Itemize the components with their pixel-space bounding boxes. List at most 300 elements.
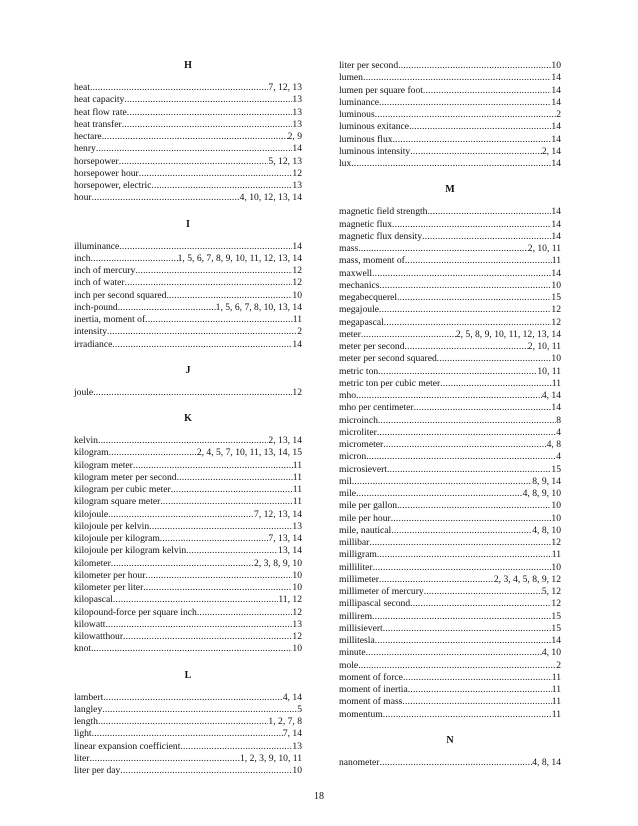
page-references: 11 [292,471,302,483]
index-entry [339,598,561,610]
index-term: illuminance [74,240,120,252]
dot-leader [427,206,551,218]
page-references: 1, 5, 6, 7, 8, 10, 13, 14 [215,301,302,313]
index-entry [339,60,561,72]
page-references: 14 [551,96,561,108]
index-entry [74,619,302,631]
index-section [339,735,561,769]
page-references: 14 [551,267,561,279]
dot-leader [93,387,292,399]
dot-leader [377,549,552,561]
index-term: langley [74,703,103,715]
dot-leader [105,619,292,631]
index-term: mile per hour [339,512,391,524]
page-references: 7, 12, 13, 14 [254,508,302,520]
page-references: 12 [292,265,302,276]
index-entry [339,500,561,512]
page-references: 12 [292,606,302,618]
page-references: 4, 10 [541,647,561,659]
index-entry [339,268,561,280]
index-term: inch-pound [74,301,118,313]
page-references: 10 [551,561,561,573]
index-term: kelvin [74,435,98,446]
dot-leader [92,192,240,204]
dot-leader [377,427,556,439]
index-entry [74,180,302,192]
index-entry [74,82,302,94]
index-term: kilogram per cubic meter [74,484,171,495]
index-entry [339,219,561,231]
dot-leader [160,533,269,545]
dot-leader [139,168,293,180]
dot-leader [90,82,268,94]
page-references: 7, 12, 13 [268,82,302,93]
index-term: horsepower, electric [74,180,152,191]
dot-leader [127,107,293,119]
page-references: 2 [297,326,302,338]
dot-leader [143,582,292,594]
index-term: millimeter of mercury [339,586,424,597]
index-term: inch of water [74,277,125,289]
index-entry [339,390,561,402]
page-references: 2, 9 [287,131,302,142]
index-term: millisievert [339,622,383,634]
index-term: magnetic flux density [339,230,423,242]
page-references: 15 [551,463,561,475]
index-entry [74,192,302,204]
page-references: 10 [551,500,561,512]
index-entry [339,525,561,537]
dot-leader [356,488,523,500]
section-letter: M [445,184,455,196]
index-term: microsievert [339,463,387,475]
index-term: lumen [339,72,363,84]
page-references: 12 [551,598,561,610]
index-entry [74,460,302,472]
page-references: 2, 3, 8, 9, 10 [254,557,302,569]
index-term: luminance [339,96,379,108]
index-term: lux [339,158,352,169]
dot-leader [109,447,197,459]
index-term: megapascal [339,316,384,328]
index-term: inch [74,252,91,264]
index-entry [74,131,302,143]
page-references: 10 [292,289,302,301]
index-term: milligram [339,549,377,561]
index-entry [339,378,561,390]
index-entry [339,109,561,121]
page-references: 4, 8, 9, 10 [522,488,561,499]
page-references: 10 [551,512,561,524]
page-references: 15 [551,292,561,303]
page-references: 13 [292,94,302,106]
page-references: 14 [551,206,561,218]
index-term: mho per centimeter [339,402,414,414]
index-term: moment of mass [339,696,403,708]
dot-leader [180,741,292,753]
index-entry [74,484,302,496]
page-references: 15 [551,622,561,634]
page-references: 14 [551,218,561,230]
index-section [74,219,302,351]
dot-leader [113,594,278,606]
dot-leader [372,611,551,623]
index-entry [74,326,302,338]
page-references: 2 [556,109,561,120]
dot-leader [366,647,542,659]
index-entry [339,684,561,696]
page-references: 5, 12, 13 [268,155,302,167]
page-references: 13 [292,118,302,130]
index-entry [339,415,561,427]
dot-leader [387,464,551,476]
dot-leader [89,753,240,765]
page-references: 2, 10, 11 [527,341,561,352]
index-entry [74,704,302,716]
dot-leader [393,134,552,146]
page-references: 11, 12 [278,594,302,606]
index-term: heat capacity [74,94,125,106]
dot-leader [197,607,293,619]
dot-leader [112,339,292,351]
index-entry [74,582,302,594]
index-term: lumen per square foot [339,84,423,96]
index-entry [74,447,302,459]
index-entry [339,134,561,146]
page-references: 12 [292,631,302,642]
page-references: 2, 10, 11 [527,243,561,254]
page-references: 2, 13, 14 [268,435,302,446]
dot-leader [383,709,552,721]
dot-leader [160,496,292,508]
page-references: 13 [292,520,302,532]
index-entry [339,366,561,378]
index-entry [339,757,561,769]
index-term: maxwell [339,267,373,279]
dot-leader [91,643,292,655]
index-entry [74,716,302,728]
page-references: 11 [551,549,561,561]
dot-leader [358,660,556,672]
index-entry [339,696,561,708]
dot-leader [96,143,293,155]
index-entry [339,476,561,488]
index-term: kilopound-force per square inch [74,606,197,618]
index-entry [74,496,302,508]
index-term: luminous exitance [339,121,410,133]
index-section [339,60,561,170]
dot-leader [405,341,528,353]
page-references: 4, 14 [282,691,302,703]
index-term: mass [339,243,359,254]
index-entry [339,85,561,97]
dot-leader [118,302,216,314]
dot-leader [378,366,537,378]
index-entry [339,158,561,170]
section-letter: K [184,413,192,424]
page-references: 13, 14 [278,545,302,557]
index-term: momentum [339,708,383,720]
index-entry [74,94,302,106]
index-entry [339,439,561,451]
index-term: horsepower [74,155,119,167]
page-references: 14 [551,402,561,414]
page-references: 15 [551,610,561,622]
index-entry [74,387,302,399]
index-term: intensity [74,326,108,338]
index-entry [339,341,561,353]
index-entry [339,611,561,623]
index-entry [74,631,302,643]
dot-leader [403,672,552,684]
index-entry [74,692,302,704]
page-references: 13 [292,180,302,191]
dot-leader [391,525,532,537]
index-term: meter [339,328,361,340]
index-entry [339,537,561,549]
index-entry [339,451,561,463]
index-entry [339,280,561,292]
index-entry [339,97,561,109]
index-entry [339,402,561,414]
index-entry [74,290,302,302]
index-term: kilojoule per kilogram kelvin [74,545,187,557]
index-term: magnetic flux [339,218,393,230]
page-references: 7, 14 [282,728,302,740]
page-references: 4 [556,451,561,463]
page-references: 1, 2, 7, 8 [268,716,302,727]
index-term: minute [339,647,366,659]
section-letter: J [185,364,191,376]
dot-leader [423,85,551,97]
index-entry [339,635,561,647]
index-entry [74,156,302,168]
page-references: 5 [297,703,302,715]
dot-leader [379,574,494,586]
page-references: 11 [551,708,561,720]
page-references: 2, 5, 8, 9, 10, 11, 12, 13, 14 [455,328,561,340]
index-entry [74,168,302,180]
index-term: mile, nautical [339,524,392,536]
dot-leader [409,121,551,133]
index-term: kilojoule [74,508,109,520]
dot-leader [369,537,551,549]
page-references: 2, 4, 5, 7, 10, 11, 13, 14, 15 [196,447,302,459]
dot-leader [119,241,292,253]
index-entry [74,241,302,253]
index-term: kilometer per liter [74,582,144,593]
dot-leader [145,570,292,582]
index-term: millirem [339,610,373,622]
index-term: horsepower hour [74,167,139,179]
index-section [74,365,302,399]
index-term: kilogram meter [74,459,133,471]
dot-leader [397,500,551,512]
dot-leader [124,94,292,106]
index-term: millipascal second [339,598,411,610]
index-entry [74,509,302,521]
index-term: meter per second [339,341,405,352]
page-references: 14 [551,230,561,242]
dot-leader [166,290,292,302]
dot-leader [149,521,292,533]
dot-leader [356,390,542,402]
index-entry [74,545,302,557]
dot-leader [107,326,297,338]
index-term: metric ton per cubic meter [339,377,441,389]
dot-leader [424,586,542,598]
index-term: kilojoule per kelvin [74,520,150,532]
page-references: 10 [551,279,561,291]
section-letter: L [184,669,192,681]
index-entry [74,570,302,582]
index-term: lambert [74,691,104,703]
page-references: 12 [551,304,561,316]
section-letter: H [184,60,192,71]
index-term: kilopascal [74,594,113,606]
page-references: 10 [551,60,561,71]
index-entry [339,562,561,574]
dot-leader [391,513,552,525]
dot-leader [92,728,283,740]
page-references: 7, 13, 14 [268,533,302,544]
index-term: moment of force [339,671,403,683]
index-entry [339,353,561,365]
page-references: 14 [551,72,561,84]
dot-leader [397,292,551,304]
page-references: 4, 8, 14 [532,756,561,768]
index-term: nanometer [339,756,380,768]
page-references: 14 [292,143,302,155]
index-entry [339,231,561,243]
dot-leader [352,476,532,488]
index-term: mil [339,475,352,487]
index-entry [339,672,561,684]
index-entry [339,513,561,525]
dot-leader [402,696,551,708]
index-term: metric ton [339,365,379,377]
dot-leader [177,472,293,484]
index-entry [74,558,302,570]
dot-leader [120,765,292,777]
page-references: 14 [551,635,561,646]
dot-leader [398,60,551,72]
dot-leader [119,156,269,168]
dot-leader [437,353,552,365]
page-references: 4 [556,426,561,438]
page-references: 11 [551,255,561,267]
dot-leader [358,243,528,255]
dot-leader [111,558,254,570]
index-section [339,184,561,721]
dot-leader [186,545,278,557]
index-term: kilogram square meter [74,496,161,508]
index-entry [74,277,302,289]
index-term: mole [339,659,359,671]
index-entry [339,243,561,255]
index-term: hour [74,192,92,204]
page-references: 10 [292,582,302,593]
index-term: inch of mercury [74,265,136,276]
index-term: kilometer [74,557,111,569]
dot-leader [351,158,551,170]
page-references: 10 [292,765,302,776]
dot-leader [379,304,551,316]
index-term: millibar [339,537,370,548]
index-entry [339,574,561,586]
page-references: 4, 10, 12, 13, 14 [239,192,302,204]
dot-leader [379,97,551,109]
page-references: 10 [292,643,302,655]
index-term: heat [74,82,90,93]
index-term: moment of inertia [339,684,408,695]
index-entry [339,647,561,659]
dot-leader [171,484,293,496]
index-entry [339,660,561,672]
index-term: henry [74,143,96,155]
page-references: 14 [292,338,302,350]
dot-leader [123,631,292,643]
index-entry [74,533,302,545]
index-entry [74,594,302,606]
index-term: magnetic field strength [339,206,428,218]
index-entry [74,607,302,619]
page-references: 1, 2, 3, 9, 10, 11 [239,752,302,764]
page-references: 14 [551,158,561,169]
dot-leader [383,623,552,635]
page-references: 12 [292,167,302,179]
index-term: heat transfer [74,118,122,130]
dot-leader [125,277,293,289]
dot-leader [103,692,283,704]
index-entry [339,427,561,439]
index-term: luminous [339,109,375,120]
index-term: mass, moment of [339,255,405,267]
index-term: luminous intensity [339,145,411,157]
page-references: 12 [292,277,302,289]
page-references: 11 [551,696,561,708]
index-entry [74,265,302,277]
section-letter: N [446,734,454,746]
index-term: liter per day [74,765,121,776]
index-entry [74,435,302,447]
dot-leader [422,231,551,243]
page-references: 10, 11 [537,365,561,377]
dot-leader [98,435,268,447]
index-entry [74,119,302,131]
page-references: 11 [551,671,561,683]
dot-leader [91,253,178,265]
dot-leader [133,460,293,472]
index-entry [339,255,561,267]
index-entry [74,143,302,155]
dot-leader [375,109,556,121]
dot-leader [440,378,552,390]
index-entry [74,302,302,314]
index-entry [339,304,561,316]
index-term: megajoule [339,304,379,316]
index-term: kilometer per hour [74,569,146,581]
index-entry [74,339,302,351]
dot-leader [151,180,292,192]
index-entry [74,107,302,119]
index-term: megabecquerel [339,292,398,303]
dot-leader [405,255,552,267]
page-references: 4, 8 [546,439,561,450]
page-references: 11 [292,484,302,495]
page-references: 4, 14 [541,390,561,401]
dot-leader [98,716,268,728]
